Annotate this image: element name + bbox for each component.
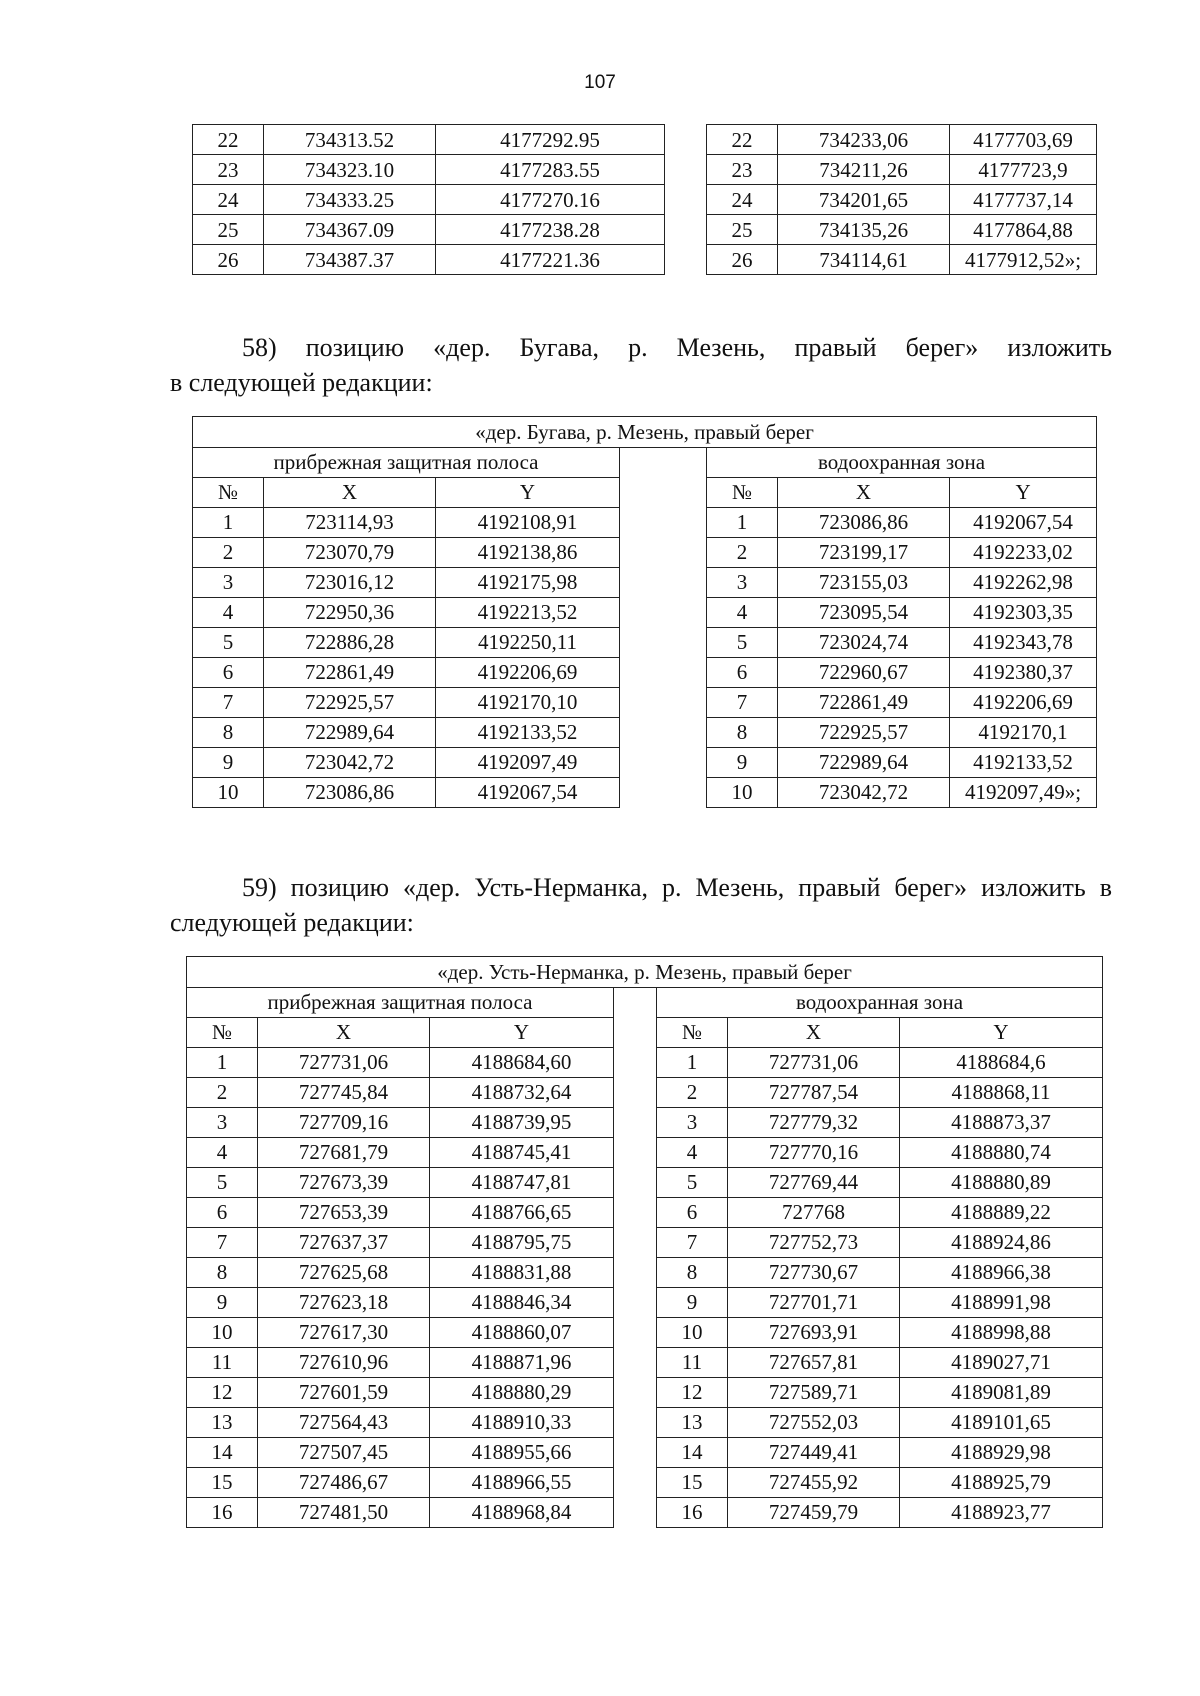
shore-x-coordinate: 722861,49	[264, 657, 436, 687]
zone-point-number: 15	[657, 1467, 728, 1497]
shore-y-coordinate: 4192250,11	[436, 627, 620, 657]
shore-point-number: 5	[193, 627, 264, 657]
shore-x-coordinate: 727709,16	[258, 1107, 430, 1137]
shore-x-coordinate: 727625,68	[258, 1257, 430, 1287]
column-gap	[620, 627, 707, 657]
shore-y-coordinate: 4192138,86	[436, 537, 620, 567]
shore-x-coordinate: 727637,37	[258, 1227, 430, 1257]
column-gap	[614, 1377, 657, 1407]
table-row	[187, 1077, 1103, 1107]
shore-x-coordinate: 734387.37	[264, 245, 436, 275]
col-header-no: №	[193, 477, 264, 507]
table-row	[193, 185, 1097, 215]
zone-x-coordinate: 723042,72	[778, 777, 950, 807]
zone-y-coordinate: 4192067,54	[950, 507, 1097, 537]
shore-y-coordinate: 4188732,64	[430, 1077, 614, 1107]
column-gap	[614, 1257, 657, 1287]
column-gap	[614, 1017, 657, 1047]
zone-y-coordinate: 4188929,98	[900, 1437, 1103, 1467]
shore-point-number: 1	[193, 507, 264, 537]
shore-point-number: 10	[187, 1317, 258, 1347]
shore-point-number: 9	[193, 747, 264, 777]
zone-y-coordinate: 4177864,88	[950, 215, 1097, 245]
zone-point-number: 14	[657, 1437, 728, 1467]
zone-y-coordinate: 4188998,88	[900, 1317, 1103, 1347]
column-gap	[620, 597, 707, 627]
shore-x-coordinate: 727486,67	[258, 1467, 430, 1497]
shore-point-number: 25	[193, 215, 264, 245]
zone-point-number: 8	[657, 1257, 728, 1287]
zone-x-coordinate: 727589,71	[728, 1377, 900, 1407]
shore-x-coordinate: 727481,50	[258, 1497, 430, 1527]
zone-point-number: 9	[707, 747, 778, 777]
shore-x-coordinate: 722989,64	[264, 717, 436, 747]
zone-point-number: 11	[657, 1347, 728, 1377]
shore-point-number: 7	[187, 1227, 258, 1257]
zone-point-number: 10	[707, 777, 778, 807]
zone-x-coordinate: 727701,71	[728, 1287, 900, 1317]
zone-x-coordinate: 734135,26	[778, 215, 950, 245]
water-protection-zone-header: водоохранная зона	[707, 448, 1097, 478]
column-gap	[665, 125, 707, 155]
shore-point-number: 5	[187, 1167, 258, 1197]
shore-x-coordinate: 727745,84	[258, 1077, 430, 1107]
table-row	[187, 1227, 1103, 1257]
shore-point-number: 3	[187, 1107, 258, 1137]
table-row	[193, 687, 1097, 717]
column-gap	[620, 537, 707, 567]
shore-strip-header: прибрежная защитная полоса	[193, 448, 620, 478]
zone-point-number: 23	[707, 155, 778, 185]
shore-point-number: 6	[187, 1197, 258, 1227]
table-row	[193, 537, 1097, 567]
table-row	[193, 777, 1097, 807]
shore-y-coordinate: 4177221.36	[436, 245, 665, 275]
paragraph-58	[170, 330, 1112, 400]
shore-y-coordinate: 4177283.55	[436, 155, 665, 185]
column-gap	[614, 1197, 657, 1227]
shore-x-coordinate: 722886,28	[264, 627, 436, 657]
shore-y-coordinate: 4177238.28	[436, 215, 665, 245]
zone-point-number: 5	[707, 627, 778, 657]
col-header-y: Y	[900, 1017, 1103, 1047]
zone-point-number: 25	[707, 215, 778, 245]
table-row	[193, 567, 1097, 597]
table-row	[193, 125, 1097, 155]
column-gap	[614, 1407, 657, 1437]
column-gap	[614, 1137, 657, 1167]
table-row	[187, 1437, 1103, 1467]
zone-point-number: 6	[707, 657, 778, 687]
zone-x-coordinate: 727693,91	[728, 1317, 900, 1347]
zone-y-coordinate: 4192170,1	[950, 717, 1097, 747]
zone-y-coordinate: 4189101,65	[900, 1407, 1103, 1437]
paragraph-59-line-1: 59) позицию «дер. Усть-Нерманка, р. Мезень, правый берег» изложить в	[242, 873, 1112, 902]
column-gap	[614, 1287, 657, 1317]
shore-point-number: 16	[187, 1497, 258, 1527]
zone-point-number: 4	[657, 1137, 728, 1167]
zone-y-coordinate: 4177723,9	[950, 155, 1097, 185]
table-row	[187, 1317, 1103, 1347]
shore-point-number: 8	[187, 1257, 258, 1287]
shore-y-coordinate: 4188880,29	[430, 1377, 614, 1407]
zone-x-coordinate: 727552,03	[728, 1407, 900, 1437]
shore-point-number: 14	[187, 1437, 258, 1467]
shore-point-number: 23	[193, 155, 264, 185]
zone-x-coordinate: 727752,73	[728, 1227, 900, 1257]
col-header-y: Y	[950, 477, 1097, 507]
shore-y-coordinate: 4192108,91	[436, 507, 620, 537]
zone-x-coordinate: 723199,17	[778, 537, 950, 567]
shore-y-coordinate: 4188831,88	[430, 1257, 614, 1287]
zone-y-coordinate: 4188925,79	[900, 1467, 1103, 1497]
paragraph-58-line-1: 58) позицию «дер. Бугава, р. Мезень, правый берег» изложить	[242, 333, 1112, 362]
zone-point-number: 13	[657, 1407, 728, 1437]
shore-point-number: 11	[187, 1347, 258, 1377]
zone-x-coordinate: 727459,79	[728, 1497, 900, 1527]
column-gap	[614, 1467, 657, 1497]
zone-y-coordinate: 4188991,98	[900, 1287, 1103, 1317]
zone-x-coordinate: 727769,44	[728, 1167, 900, 1197]
shore-x-coordinate: 722950,36	[264, 597, 436, 627]
zone-x-coordinate: 722989,64	[778, 747, 950, 777]
column-gap	[665, 215, 707, 245]
column-gap	[614, 1107, 657, 1137]
paragraph-58-line-2: в следующей редакции:	[170, 368, 433, 397]
column-gap	[614, 988, 657, 1018]
shore-x-coordinate: 727673,39	[258, 1167, 430, 1197]
zone-x-coordinate: 734211,26	[778, 155, 950, 185]
table-row	[187, 1377, 1103, 1407]
zone-x-coordinate: 727768	[728, 1197, 900, 1227]
col-header-y: Y	[430, 1017, 614, 1047]
column-gap	[614, 1497, 657, 1527]
zone-point-number: 9	[657, 1287, 728, 1317]
table-row	[187, 1257, 1103, 1287]
table-row	[187, 1287, 1103, 1317]
zone-y-coordinate: 4188923,77	[900, 1497, 1103, 1527]
shore-y-coordinate: 4192175,98	[436, 567, 620, 597]
zone-x-coordinate: 727449,41	[728, 1437, 900, 1467]
table-row	[193, 245, 1097, 275]
table-row	[193, 657, 1097, 687]
column-gap	[620, 507, 707, 537]
zone-y-coordinate: 4188684,6	[900, 1047, 1103, 1077]
shore-point-number: 3	[193, 567, 264, 597]
shore-y-coordinate: 4188795,75	[430, 1227, 614, 1257]
ust-nermanka-coordinates-table	[186, 956, 1103, 1528]
column-gap	[614, 1227, 657, 1257]
shore-y-coordinate: 4188747,81	[430, 1167, 614, 1197]
zone-y-coordinate: 4188889,22	[900, 1197, 1103, 1227]
shore-x-coordinate: 727610,96	[258, 1347, 430, 1377]
shore-x-coordinate: 723070,79	[264, 537, 436, 567]
zone-point-number: 3	[707, 567, 778, 597]
zone-y-coordinate: 4192303,35	[950, 597, 1097, 627]
shore-x-coordinate: 734367.09	[264, 215, 436, 245]
zone-x-coordinate: 734233,06	[778, 125, 950, 155]
table-row	[193, 717, 1097, 747]
zone-x-coordinate: 734114,61	[778, 245, 950, 275]
shore-x-coordinate: 722925,57	[264, 687, 436, 717]
zone-y-coordinate: 4192097,49»;	[950, 777, 1097, 807]
zone-y-coordinate: 4177912,52»;	[950, 245, 1097, 275]
coordinates-table-continuation	[192, 124, 1097, 275]
shore-point-number: 8	[193, 717, 264, 747]
shore-x-coordinate: 727653,39	[258, 1197, 430, 1227]
zone-point-number: 12	[657, 1377, 728, 1407]
bugava-coordinates-table	[192, 416, 1097, 808]
zone-point-number: 5	[657, 1167, 728, 1197]
zone-x-coordinate: 727779,32	[728, 1107, 900, 1137]
shore-point-number: 9	[187, 1287, 258, 1317]
shore-point-number: 22	[193, 125, 264, 155]
zone-point-number: 22	[707, 125, 778, 155]
shore-x-coordinate: 727681,79	[258, 1137, 430, 1167]
shore-x-coordinate: 727601,59	[258, 1377, 430, 1407]
zone-x-coordinate: 734201,65	[778, 185, 950, 215]
shore-x-coordinate: 734323.10	[264, 155, 436, 185]
zone-y-coordinate: 4177737,14	[950, 185, 1097, 215]
column-gap	[665, 245, 707, 275]
zone-x-coordinate: 722925,57	[778, 717, 950, 747]
shore-y-coordinate: 4192213,52	[436, 597, 620, 627]
shore-y-coordinate: 4188766,65	[430, 1197, 614, 1227]
shore-y-coordinate: 4192067,54	[436, 777, 620, 807]
page-number: 107	[584, 72, 616, 93]
shore-y-coordinate: 4192133,52	[436, 717, 620, 747]
col-header-x: X	[778, 477, 950, 507]
zone-point-number: 2	[707, 537, 778, 567]
zone-point-number: 6	[657, 1197, 728, 1227]
zone-x-coordinate: 727455,92	[728, 1467, 900, 1497]
zone-x-coordinate: 723086,86	[778, 507, 950, 537]
shore-y-coordinate: 4188860,07	[430, 1317, 614, 1347]
shore-x-coordinate: 723016,12	[264, 567, 436, 597]
zone-y-coordinate: 4192206,69	[950, 687, 1097, 717]
shore-x-coordinate: 727731,06	[258, 1047, 430, 1077]
table-row	[193, 627, 1097, 657]
shore-y-coordinate: 4188745,41	[430, 1137, 614, 1167]
col-header-no: №	[657, 1017, 728, 1047]
column-gap	[614, 1437, 657, 1467]
col-header-no: №	[187, 1017, 258, 1047]
zone-point-number: 10	[657, 1317, 728, 1347]
shore-x-coordinate: 727623,18	[258, 1287, 430, 1317]
paragraph-59	[170, 870, 1112, 940]
zone-point-number: 1	[657, 1047, 728, 1077]
water-protection-zone-header: водоохранная зона	[657, 988, 1103, 1018]
col-header-x: X	[728, 1017, 900, 1047]
shore-point-number: 2	[187, 1077, 258, 1107]
zone-x-coordinate: 723024,74	[778, 627, 950, 657]
zone-point-number: 16	[657, 1497, 728, 1527]
column-gap	[620, 657, 707, 687]
column-gap	[620, 717, 707, 747]
column-gap	[665, 155, 707, 185]
zone-point-number: 7	[707, 687, 778, 717]
table-row	[187, 1197, 1103, 1227]
zone-y-coordinate: 4192133,52	[950, 747, 1097, 777]
shore-point-number: 4	[193, 597, 264, 627]
zone-point-number: 26	[707, 245, 778, 275]
col-header-y: Y	[436, 477, 620, 507]
zone-x-coordinate: 722861,49	[778, 687, 950, 717]
column-gap	[614, 1077, 657, 1107]
table-title: «дер. Бугава, р. Мезень, правый берег	[193, 417, 1097, 448]
zone-point-number: 4	[707, 597, 778, 627]
shore-x-coordinate: 734313.52	[264, 125, 436, 155]
table-row	[187, 1137, 1103, 1167]
shore-x-coordinate: 727564,43	[258, 1407, 430, 1437]
zone-y-coordinate: 4188873,37	[900, 1107, 1103, 1137]
shore-y-coordinate: 4188739,95	[430, 1107, 614, 1137]
column-gap	[620, 567, 707, 597]
column-gap	[614, 1317, 657, 1347]
shore-y-coordinate: 4188871,96	[430, 1347, 614, 1377]
zone-y-coordinate: 4192343,78	[950, 627, 1097, 657]
zone-x-coordinate: 722960,67	[778, 657, 950, 687]
zone-x-coordinate: 727657,81	[728, 1347, 900, 1377]
zone-y-coordinate: 4188924,86	[900, 1227, 1103, 1257]
zone-point-number: 24	[707, 185, 778, 215]
shore-y-coordinate: 4188846,34	[430, 1287, 614, 1317]
zone-x-coordinate: 723095,54	[778, 597, 950, 627]
zone-y-coordinate: 4192380,37	[950, 657, 1097, 687]
shore-point-number: 24	[193, 185, 264, 215]
table-row	[193, 155, 1097, 185]
zone-x-coordinate: 727787,54	[728, 1077, 900, 1107]
shore-point-number: 15	[187, 1467, 258, 1497]
table-row	[187, 1047, 1103, 1077]
column-gap	[620, 747, 707, 777]
zone-point-number: 8	[707, 717, 778, 747]
zone-y-coordinate: 4188966,38	[900, 1257, 1103, 1287]
zone-y-coordinate: 4192262,98	[950, 567, 1097, 597]
table-row	[193, 507, 1097, 537]
shore-point-number: 12	[187, 1377, 258, 1407]
col-header-x: X	[258, 1017, 430, 1047]
table-row	[193, 747, 1097, 777]
zone-x-coordinate: 727770,16	[728, 1137, 900, 1167]
shore-x-coordinate: 723114,93	[264, 507, 436, 537]
zone-x-coordinate: 727731,06	[728, 1047, 900, 1077]
zone-y-coordinate: 4189027,71	[900, 1347, 1103, 1377]
column-gap	[620, 777, 707, 807]
table-row	[187, 1107, 1103, 1137]
col-header-no: №	[707, 477, 778, 507]
shore-y-coordinate: 4177270.16	[436, 185, 665, 215]
table-row	[187, 1347, 1103, 1377]
zone-point-number: 3	[657, 1107, 728, 1137]
table-row	[193, 215, 1097, 245]
zone-y-coordinate: 4188868,11	[900, 1077, 1103, 1107]
shore-point-number: 26	[193, 245, 264, 275]
column-gap	[620, 448, 707, 478]
zone-point-number: 1	[707, 507, 778, 537]
table-row	[193, 597, 1097, 627]
zone-point-number: 7	[657, 1227, 728, 1257]
shore-y-coordinate: 4188910,33	[430, 1407, 614, 1437]
shore-point-number: 10	[193, 777, 264, 807]
shore-point-number: 2	[193, 537, 264, 567]
shore-x-coordinate: 734333.25	[264, 185, 436, 215]
shore-y-coordinate: 4188955,66	[430, 1437, 614, 1467]
column-gap	[620, 477, 707, 507]
shore-point-number: 13	[187, 1407, 258, 1437]
shore-strip-header: прибрежная защитная полоса	[187, 988, 614, 1018]
shore-y-coordinate: 4192170,10	[436, 687, 620, 717]
table-row	[187, 1167, 1103, 1197]
column-gap	[620, 687, 707, 717]
shore-x-coordinate: 723042,72	[264, 747, 436, 777]
shore-y-coordinate: 4188968,84	[430, 1497, 614, 1527]
zone-x-coordinate: 727730,67	[728, 1257, 900, 1287]
table-row	[187, 1407, 1103, 1437]
zone-y-coordinate: 4192233,02	[950, 537, 1097, 567]
shore-x-coordinate: 727507,45	[258, 1437, 430, 1467]
column-gap	[614, 1167, 657, 1197]
table-row	[187, 1467, 1103, 1497]
table-row	[187, 1497, 1103, 1527]
shore-y-coordinate: 4188684,60	[430, 1047, 614, 1077]
zone-y-coordinate: 4177703,69	[950, 125, 1097, 155]
shore-point-number: 6	[193, 657, 264, 687]
column-gap	[665, 185, 707, 215]
zone-y-coordinate: 4189081,89	[900, 1377, 1103, 1407]
col-header-x: X	[264, 477, 436, 507]
zone-y-coordinate: 4188880,89	[900, 1167, 1103, 1197]
zone-y-coordinate: 4188880,74	[900, 1137, 1103, 1167]
zone-x-coordinate: 723155,03	[778, 567, 950, 597]
column-gap	[614, 1047, 657, 1077]
shore-x-coordinate: 727617,30	[258, 1317, 430, 1347]
shore-x-coordinate: 723086,86	[264, 777, 436, 807]
shore-y-coordinate: 4192206,69	[436, 657, 620, 687]
shore-y-coordinate: 4177292.95	[436, 125, 665, 155]
column-gap	[614, 1347, 657, 1377]
shore-point-number: 1	[187, 1047, 258, 1077]
shore-y-coordinate: 4192097,49	[436, 747, 620, 777]
shore-point-number: 4	[187, 1137, 258, 1167]
shore-y-coordinate: 4188966,55	[430, 1467, 614, 1497]
shore-point-number: 7	[193, 687, 264, 717]
paragraph-59-line-2: следующей редакции:	[170, 908, 414, 937]
table-title: «дер. Усть-Нерманка, р. Мезень, правый берег	[187, 957, 1103, 988]
zone-point-number: 2	[657, 1077, 728, 1107]
